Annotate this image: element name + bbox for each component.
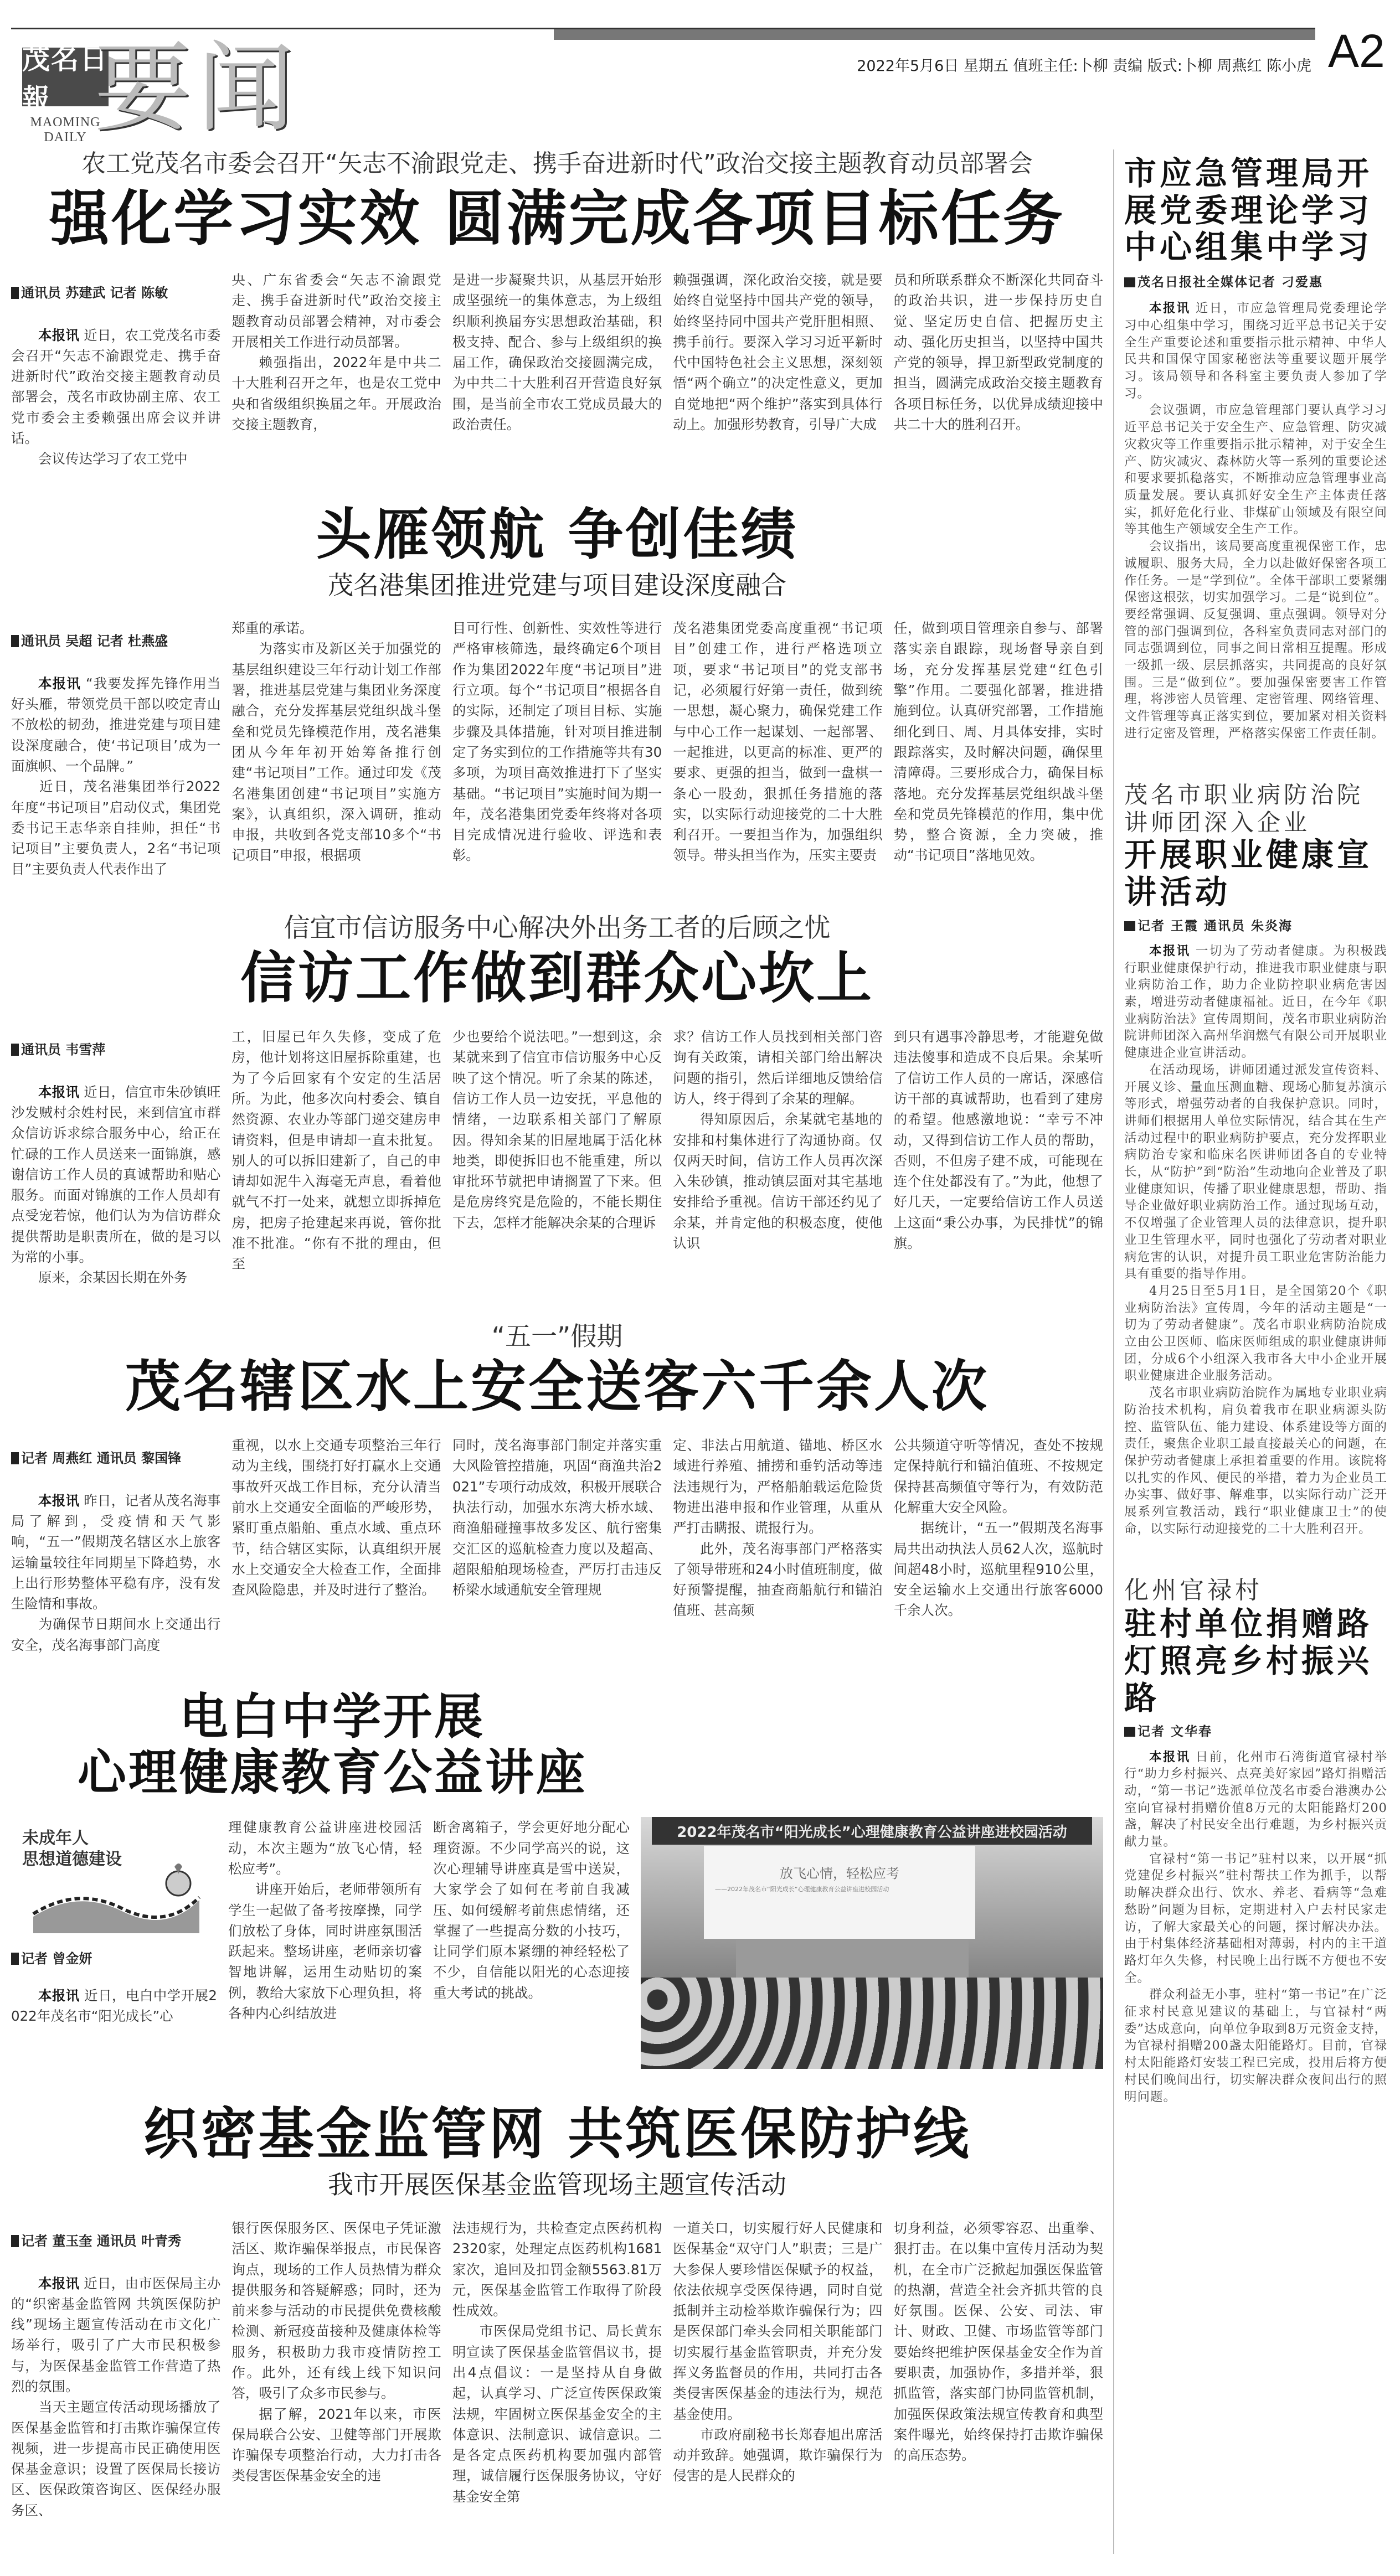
article-headline-line2: 心理健康教育公益讲座: [77, 1743, 587, 1801]
main-column: [0, 149, 1103, 2554]
paragraph: [11, 673, 220, 880]
lecture-photo: [641, 1817, 1103, 2069]
paragraph: 一道关口，切实履行好人民健康和医保基金“双守门人”职责；三是广大参保人要珍惜医保赋予的权益，依法依规享受医保待遇，同时自觉抵制并主动检举欺诈骗保行为；四是医保部门牵头会同相关职能部门切实履行基金监管职责，并充分发挥义务监督员的作用，共同打击各类侵害医保基金的违法行为，规范基金使用。: [673, 2219, 883, 2422]
article-subhead: 我市开展医保基金监管现场主题宣传活动: [328, 2170, 786, 2200]
paragraph: 求？信访工作人员找到相关部门咨询有关政策，请相关部门给出解决问题的指引，然后详细地反馈给信访人，终于得到了余某的理解。: [673, 1029, 883, 1107]
photo-banner: 2022年茂名市“阳光成长”心理健康教育公益讲座进校园活动: [652, 1817, 1092, 1845]
article-body: [11, 1435, 1103, 1655]
article-headline-line1: 电白中学开展: [179, 1687, 485, 1746]
paragraph: [11, 325, 220, 469]
paragraph: 市医保局党组书记、局长黄东明宣读了医保基金监管倡议书，提出4点倡议：一是坚持从自身做起，认真学习、广泛宣传医保政策法规，牢固树立医保基金安全的主体意识、法制意识、诚信意识。二是各定点医药机构要加强内部管理，诚信履行医保服务协议，守好基金安全第: [452, 2323, 662, 2505]
paragraph: [11, 1490, 220, 1655]
newspaper-logo-english: MAOMING DAILY: [30, 115, 101, 144]
column-text: [452, 2218, 662, 2507]
photo-wrap: [641, 1817, 1103, 2069]
article-headline: 织密基金监管网 共筑医保防护线: [143, 2101, 971, 2167]
paragraph: 郑重的承诺。: [231, 620, 313, 637]
article-occupational-health: [1124, 781, 1387, 1538]
lead-tag: 本报讯: [1149, 943, 1191, 958]
column: [11, 1435, 220, 1655]
article-kicker: 信宜市信访服务中心解决外出务工者的后顾之忧: [284, 912, 831, 943]
article-headline: 茂名辖区水上安全送客六千余人次: [125, 1354, 989, 1419]
column-text: 切身利益，必须零容忍、出重拳、狠打击。在以集中宣传月活动为契机，在全市广泛掀起加强医保监管的热潮，营造全社会齐抓共管的良好氛围。医保、公安、司法、审计、财政、卫健、市场监管等部门要始终把维护医保基金安全作为首要职责，加强协作，多措并举，狠抓监管，落实部门协同监管机制，加强医保政策法规宣传教育和典型案件曝光，始终保持打击欺诈骗保的高压态势。: [893, 2219, 1104, 2464]
column-text: 近日，电白中学开展2022年茂名市“阳光成长”心: [11, 1988, 218, 2025]
section-title: 要闻: [94, 32, 301, 145]
paragraph-text: 一切为了劳动者健康。为积极践行职业健康保护行动，推进我市职业健康与职业病防治工作，助力企业防控职业病危害因素，增进劳动者健康福祉。近日，在今年《职业病防治法》宣传周期间，茂名市职业病防治院讲师团深入高州华润燃气有限公司开展职业健康进企业宣讲活动。: [1124, 943, 1387, 1061]
paragraph-text: 日前，化州市石湾街道官禄村举行“助力乡村振兴、点亮美好家园”路灯捐赠活动，“第一书记”选派单位茂名市委台港澳办公室向官禄村捐赠价值8万元的太阳能路灯200盏，解决了村民安全出行难题，为乡村振兴贡献力量。: [1124, 1749, 1387, 1850]
article-body: [11, 618, 1103, 880]
byline: 茂名日报社全媒体记者 刁爱惠: [1124, 273, 1387, 291]
screen-subtitle: ——2022年茂名市“阳光成长”心理健康教育公益讲座进校园活动: [715, 1886, 889, 1893]
byline: 记者 周燕红 通讯员 黎国锋: [11, 1449, 220, 1468]
column-divider: [1113, 149, 1114, 2554]
column-text: [673, 1026, 882, 1253]
article-body: [11, 2218, 1103, 2521]
article-port-group: [11, 503, 1103, 880]
byline: 记者 曾金妍: [11, 1950, 217, 1969]
paragraph: [1124, 943, 1387, 1062]
article-body-col1: [11, 1817, 217, 2026]
byline: 记者 文华春: [1124, 1723, 1387, 1741]
paragraph: 茂名市职业病防治院作为属地专业职业病防治技术机构，肩负着我市在职业病源头防控、监管队伍、能力建设、体系建设等方面的责任，聚焦企业职工最直接最关心的问题，在保护劳动者健康上承担着重要的作用。该院将以扎实的作风、便民的举措，着力为企业员工办实事、做好事、解难事，以实际行动广泛开展系列宣教活动，践行“职业健康卫士”的使命，以实际行动迎接党的二十大胜利召开。: [1124, 1386, 1387, 1536]
column-text: 员和所联系群众不断深化共同奋斗的政治共识，进一步保持历史自觉、坚定历史自信、把握历史主动、强化历史担当，以坚持中国共产党的领导，捍卫新型政党制度的担当，圆满完成政治交接主题教育各项目标任务，以优异成绩迎接中共二十大的胜利召开。: [893, 271, 1104, 433]
column-text: 近日，信宜市朱砂镇旺沙发贼村余姓村民，来到信宜市群众信访诉求综合服务中心，给正在忙碌的工作人员送来一面锦旗，感谢信访工作人员的真诚帮助和贴心服务。而面对锦旗的工作人员却有点受宠若惊，他们认为为信访群众提供帮助是职责所在，做的是习以为常的小事。 原来，余某因长期在外务: [11, 1083, 221, 1286]
article-body: [1124, 300, 1387, 742]
column-text: 赖强强调，深化政治交接，就是要始终自觉坚持中国共产党的领导，始终坚持同中国共产党肝胆相照、携手前行。要深入学习习近平新时代中国特色社会主义思想，深刻领悟“两个确立”的决定性意义，更加自觉地把“两个维护”落实到具体行动上。加强形势教育，引导广大成: [673, 271, 883, 433]
article-headline: 头雁领航 争创佳绩: [316, 501, 799, 567]
paragraph: 市政府副秘书长郑春旭出席活动并致辞。她强调，欺诈骗保行为侵害的是人民群众的: [673, 2426, 883, 2484]
paragraph: 据统计，“五一”假期茂名海事局共出动执法人员62人次，巡航时间超48小时，巡航里程910公里，安全运输水上交通出行旅客6000千余人次。: [893, 1520, 1104, 1619]
column-text: 到只有遇事冷静思考，才能避免做违法傻事和造成不良后果。余某听了信访工作人员的一席话，深感信访干部的真诚帮助，也看到了建房的希望。他感激地说：“幸亏不冲动，又得到信访工作人员的帮助，否则，不但房子建不成，可能现在连个住处都没有了。”为此，他想了好几天，一定要给信访工作人员送上这面“秉公办事，为民排忧”的锦旗。: [893, 1029, 1104, 1252]
masthead-bar: [554, 29, 1315, 40]
lead-tag: 本报讯: [1149, 301, 1191, 316]
screen-title: 放飞心情，轻松应考: [780, 1866, 899, 1882]
paragraph: 4月25日至5月1日，是全国第20个《职业病防治法》宣传周，今年的活动主题是“一切为了劳动者健康”。茂名市职业病防治院成立由公卫医师、临床医师组成的职业健康讲师团，分成6个小组深入我市各大中小企业开展职业健康进企业服务活动。: [1124, 1283, 1387, 1383]
page-grid: [0, 149, 1400, 2576]
paragraph-text: 近日，市应急管理局党委理论学习中心组集中学习，围绕习近平总书记关于安全生产重要论述和重要指示批示精神、中华人民共和国保守国家秘密法等重要议题开展学习。该局领导和各科室主要负责人参加了学习。: [1124, 301, 1387, 401]
article-headline: 强化学习实效 圆满完成各项目标任务: [49, 183, 1065, 254]
column-text: 目可行性、创新性、实效性等进行严格审核筛选，最终确定6个项目作为集团2022年度“书记项目”进行立项。每个“书记项目”根据各自的实际，还制定了项目目标、实施步骤及具体措施，针对项目推进制定了务实到位的工作措施等共有30多项，为项目高效推进打下了坚实基础。“书记项目”实施时间为期一年，茂名港集团党委年终将对各项目完成情况进行验收、评选和表彰。: [452, 620, 662, 864]
column: [11, 1985, 217, 2027]
article-water-safety: [11, 1321, 1103, 1655]
article-body: [1124, 943, 1387, 1538]
column-text: 茂名港集团党委高度重视“书记项目”创建工作，进行严格选项立项，要求“书记项目”的党支部书记，必须履行好第一责任，做到统一思想，凝心聚力，确保党建工作与中心工作一起谋划、一起部署、一起推进，以更高的标准、更严的要求、更强的担当，做到一盘棋一条心一股劲，狠抓任务措施的落实，以实际行动迎接党的二十大胜利召开。一要担当作为，加强组织领导。带头担当作为，压实主要责: [673, 620, 883, 864]
paragraph: 理健康教育公益讲座进校园活动，本次主题为“放飞心情，轻松应考”。: [228, 1819, 422, 1877]
column-text: 重视，以水上交通专项整治三年行动为主线，围绕打好打赢水上交通事故歼灭战工作目标，充分认清当前水上交通安全面临的严峻形势，紧盯重点船舶、重点水域、重点环节，结合辖区实际，认真组织开展水上交通安全大检查工作，全面排查风险隐患，并及时进行了整治。: [231, 1437, 441, 1598]
article-kicker: “五一”假期: [491, 1321, 623, 1352]
article-kicker: 茂名市职业病防治院讲师团深入企业: [1124, 781, 1364, 836]
audience: [641, 1978, 1103, 2069]
column-text: [894, 1435, 1103, 1621]
article-headline: 信访工作做到群众心坎上: [240, 945, 874, 1011]
column-text: “我要发挥先锋作用当好头雁，带领党员干部以咬定青山不放松的韧劲，推进党建与项目建设深度融合，使‘书记项目’成为一面旗帜、一个品牌。” 近日，茂名港集团举行2022年度“书记项目”启动仪式，集团党委书记王志华亲自挂帅，担任“书记项目”主要负责人，2名“书记项目”主要负责人代表作出了: [11, 675, 221, 877]
byline: 记者 王霞 通讯员 朱炎海: [1124, 917, 1387, 935]
column-text: 断舍离箱子，学会更好地分配心理资源。不少同学高兴的说，这次心理辅导讲座真是雪中送炭，大家学会了如何在考前自我减压、如何缓解考前焦虑情绪，还掌握了一些提高分数的小技巧，让同学们原本紧绷的神经轻松了不少，自信能以阳光的心态迎接重大考试的挑战。: [433, 1819, 630, 2001]
newspaper-logo: 茂名日報: [22, 43, 109, 115]
lead-tag: 本报讯: [38, 1988, 80, 2004]
paragraph: [11, 2273, 220, 2521]
article-dianbai-lecture: [11, 1689, 1103, 2069]
paragraph: 法违规行为，共检查定点医药机构2320家，处理定点医药机构1681家次，追回及扣罚金额5563.81万元，医保基金监管工作取得了阶段性成效。: [452, 2219, 662, 2319]
paragraph: 讲座开始后，老师带领所有学生一起做了备考按摩操，同学们放松了身体，同时讲座氛围活跃起来。整场讲座，老师亲切睿智地讲解，运用生动贴切的案例，教给大家放下心理负担，将各种内心纠结放进: [228, 1881, 422, 2022]
article-medical-insurance: [11, 2102, 1103, 2521]
paragraph: 央、广东省委会“矢志不渝跟党走、携手奋进新时代”政治交接主题教育动员部署会精神，对市委会开展相关工作进行动员部署。: [231, 271, 441, 350]
article-body: [11, 270, 1103, 469]
paragraph: 在活动现场，讲师团通过派发宣传资料、开展义诊、量血压测血糖、现场心肺复苏演示等形式，增强劳动者的自我保护意识。同时，讲师们根据用人单位实际情况，结合其在生产活动过程中的职业病防护要点，充分发挥职业病防治专家和临床名医讲师团各自的专业特长，从“防护”到“防治”生动地向企业普及了职业健康知识，传播了职业健康思想，帮助、指导企业做好职业病防治工作。通过现场互动，不仅增强了企业管理人员的法律意识，提升职业卫生管理水平，同时也强化了劳动者对职业病危害的认识，对提升员工职业危害防治能力具有重要的指导作用。: [1124, 1062, 1387, 1282]
article-headline: 市应急管理局开展党委理论学习中心组集中学习: [1124, 154, 1373, 266]
article-subhead: 茂名港集团推进党建与项目建设深度融合: [328, 570, 786, 600]
right-column: [1124, 149, 1387, 2144]
lead-tag: 本报讯: [38, 1492, 80, 1509]
article-body: [1124, 1749, 1387, 2106]
paragraph: 银行医保服务区、医保电子凭证激活区、欺诈骗保举报点，市民保咨询点，现场的工作人员热情为群众提供服务和答疑解惑；同时，还为前来参与活动的市民提供免费核酸检测、新冠疫苗接种及健康体检等服务，积极助力我市疫情防控工作。此外，还有线上线下知识问答，吸引了众多市民参与。: [231, 2219, 441, 2402]
lead-tag: 本报讯: [38, 1083, 80, 1100]
article-emergency-mgmt: [1124, 155, 1387, 742]
lead-tag: 本报讯: [38, 675, 81, 691]
column: [11, 2218, 220, 2521]
paragraph: 会议强调，市应急管理部门要认真学习习近平总书记关于安全生产、应急管理、防灾减灾救灾等工作重要指示批示精神，对于安全生产、防灾减灾、森林防火等一系列的重要论述和要求要抓稳落实，不断推动应急管理事业高质量发展。要认真抓好安全生产主体责任落实，抓好危化行业、非煤矿山领域及有限空间等其他生产领域安全生产工作。: [1124, 403, 1387, 537]
paragraph: [1124, 1749, 1387, 1851]
paragraph: 此外，茂名海事部门严格落实了领导带班和24小时值班制度，做好预警提醒，抽查商船航行和锚泊值班、甚高频: [673, 1540, 883, 1619]
paragraph: 公共频道守听等情况，查处不按规定保持航行和锚泊值班、不按规定保持甚高频值守等行为，有效防范化解重大安全风险。: [893, 1437, 1104, 1515]
column-text: [228, 1817, 422, 2023]
paragraph: 会议指出，该局要高度重视保密工作，忠诚履职、服务大局，全力以赴做好保密各项工作任务。一是“学到位”。全体干部职工要紧绷保密这根弦，切实加强学习。二是“说到位”。要经常强调、反复强调、重点强调。领导对分管的部门强调到位，各科室负责同志对部门的同志强调到位，同事之间日常相互提醒。形成一级抓一级、层层抓落实，共同提高的良好氛围。三是“做到位”。要加强保密要害工作管理，将涉密人员管理、定密管理、网络管理、文件管理等真正落实到位，要加紧对相关资料进行定密及管理，严格落实保密工作责任制。: [1124, 539, 1387, 741]
paragraph: 赖强指出，2022年是中共二十大胜利召开之年，也是农工党中央和省级组织换届之年。开展政治交接主题教育，: [231, 354, 441, 433]
page-number: A2: [1328, 25, 1385, 77]
illustration-minors-moral: [22, 1828, 205, 1933]
column: [11, 1026, 220, 1288]
lead-tag: 本报讯: [38, 327, 80, 343]
column: [11, 618, 220, 880]
column-text: 工，旧屋已年久失修，变成了危房，他计划将这旧屋拆除重建，也为了今后回家有个安定的生活居所。为此，他多次向村委会、镇自然资源、农业办等部门递交建房申请资料，但是申请却一直未批复。别人的可以拆旧建新了，自己的申请却如泥牛入海毫无声息，看着他就气不打一处来，就想立即拆掉危房，把房子抢建起来再说，管你批准不批准。“你有不批的理由，但至: [231, 1029, 441, 1272]
paragraph: [1124, 300, 1387, 402]
byline: 通讯员 苏建武 记者 陈敏: [11, 284, 220, 303]
column-text: [231, 2218, 441, 2486]
article-street-lights: [1124, 1576, 1387, 2105]
byline: 通讯员 韦雪萍: [11, 1041, 220, 1060]
column-text: [231, 618, 441, 866]
article-kicker: 化州官禄村: [1124, 1576, 1263, 1605]
column-text: 昨日，记者从茂名海事局了解到，受疫情和天气影响，“五一”假期茂名辖区水上旅客运输量较往年同期呈下降趋势，水上出行形势整体平稳有序，没有发生险情和事故。 为确保节日期间水上交通出行安全，茂名海事部门高度: [11, 1492, 221, 1653]
column: [11, 270, 220, 469]
lead-tag: 本报讯: [38, 2275, 80, 2291]
paragraph: [11, 1082, 220, 1288]
illustration-graphic: [22, 1850, 205, 1933]
byline: 记者 董玉奎 通讯员 叶青秀: [11, 2232, 220, 2251]
article-body: [11, 1026, 1103, 1288]
lead-tag: 本报讯: [1149, 1749, 1191, 1764]
illustration-text: 未成年人: [22, 1829, 89, 1849]
article-kicker: 农工党茂名市委会召开“矢志不渝跟党走、携手奋进新时代”政治交接主题教育动员部署会: [81, 149, 1033, 178]
column-text: 是进一步凝聚共识，从基层开始形成坚强统一的集体意志，为上级组织顺利换届夯实思想政治基础，积极支持、配合、参与上级组织的换届工作，确保政治交接圆满完成，为中共二十大胜利召开营造良好氛围，是当前全市农工党成员最大的政治责任。: [452, 271, 662, 433]
column-text: 同时，茂名海事部门制定并落实重大风险管控措施，巩固“商渔共治2021”专项行动成效，积极开展联合执法行动，加强水东湾大桥水域、商渔船碰撞事故多发区、航行密集交汇区的巡航检查力度以及超高、超限船舶现场检查，严厉打击违反桥梁水域通航安全管理规: [452, 1437, 662, 1598]
column-text: [673, 2218, 882, 2486]
paragraph: [11, 1985, 217, 2027]
masthead: [0, 0, 1400, 149]
column-text: 近日，由市医保局主办的“织密基金监管网 共筑医保防护线”现场主题宣传活动在市文化广场举行，吸引了广大市民积极参与，为医保基金监管工作营造了热烈的氛围。 当天主题宣传活动现场播放了医保基金监管和打击欺诈骗保宣传视频，进一步提高市民正确使用医保基金意识；设置了医保局长接访区、医保政策咨询区、医保经办服务区、: [11, 2275, 221, 2518]
paragraph: 官禄村“第一书记”驻村以来，以开展“抓党建促乡村振兴”驻村帮扶工作为抓手，以帮助解决群众出行、饮水、养老、看病等“急难愁盼”问题为目标，定期进村入户去村民家走访，了解大家最关心的问题，探讨解决办法。由于村集体经济基础相对薄弱，村内的主干道路灯年久失修，村民晚上出行既不方便也不安全。: [1124, 1851, 1387, 1985]
illustration-text: 思想道德建设: [22, 1849, 122, 1869]
column-text: 任，做到项目管理亲自参与、部署落实亲自跟踪，现场督导亲自到场，充分发挥基层党建“红色引擎”作用。二要强化部署，推进措施到位。认真研究部署，工作措施细化到日、周、月具体安排，实时跟踪落实，及时解决问题，确保里清障碍。三要形成合力，确保目标落地。充分发挥基层党组织战斗堡垒和党员先锋模范的作用，集中优势，整合资源，全力突破，推动“书记项目”落地见效。: [893, 620, 1104, 864]
column-text: [673, 1435, 882, 1621]
paragraph: 群众利益无小事，驻村“第一书记”在广泛征求村民意见建议的基础上，与官禄村“两委”达成意向，向单位争取到8万元资金支持，为官禄村捐赠200盏太阳能路灯。目前，官禄村太阳能路灯安装工程已完成，投用后将方便村民们晚间出行，切实解决群众夜间出行的照明问题。: [1124, 1988, 1387, 2104]
paragraph: 得知原因后，余某就宅基地的安排和村集体进行了沟通协商。仅仅两天时间，信访工作人员再次深入朱砂镇，推动镇层面对其宅基地安排给予重视。信访干部还约见了余某，并肯定他的积极态度，使他认识: [673, 1111, 883, 1252]
article-xinyi-petition: [11, 913, 1103, 1288]
paragraph: 为落实市及新区关于加强党的基层组织建设三年行动计划工作部署，推进基层党建与集团业务深度融合，充分发挥基层党组织战斗堡垒和党员先锋模范作用，茂名港集团从今年年初开始筹备推行创建“书记项目”工作。通过印发《茂名港集团创建“书记项目”实施方案》，认真组织，深入调研，推动申报，共收到各党支部10多个“书记项目”申报，根据项: [231, 641, 441, 864]
article-body: [11, 1817, 1103, 2069]
column-text: 少也要给个说法吧。”一想到这，余某就来到了信宜市信访服务中心反映了这个情况。听了余某的陈述，信访工作人员一边安抚，平息他的情绪，一边联系相关部门了解原因。得知余某的旧屋地属于活化林地类，即使拆旧也不能重建，所以审批环节就把申请搁置了下来。但是危房终究是危险的，不能长期住下去，怎样才能解决余某的合理诉: [452, 1029, 662, 1231]
article-headline-block: [11, 1689, 653, 1800]
article-headline: 开展职业健康宣讲活动: [1124, 836, 1373, 911]
paragraph: 据了解，2021年以来，市医保局联合公安、卫健等部门开展欺诈骗保专项整治行动，大力打击各类侵害医保基金安全的违: [231, 2405, 441, 2484]
byline: 通讯员 吴超 记者 杜燕盛: [11, 632, 220, 651]
column-text: 近日，农工党茂名市委会召开“矢志不渝跟党走、携手奋进新时代”政治交接主题教育动员部署会，茂名市政协副主席、农工党市委会主委赖强出席会议并讲话。 会议传达学习了农工党中: [11, 327, 221, 467]
column-text: [231, 270, 441, 435]
paragraph: 定、非法占用航道、锚地、桥区水域进行养殖、捕捞和垂钓活动等违法违规行为，严格船舶载运危险货物进出港申报和作业管理，从重从严打击瞒报、谎报行为。: [673, 1437, 883, 1536]
projection-screen: [704, 1846, 975, 1939]
article-nonggong: [11, 149, 1103, 469]
dateline: 2022年5月6日 星期五 值班主任:卜柳 责编 版式:卜柳 周燕红 陈小虎: [857, 58, 1311, 75]
podium-desk: [736, 1940, 969, 1979]
article-headline: 驻村单位捐赠路灯照亮乡村振兴路: [1124, 1605, 1373, 1717]
